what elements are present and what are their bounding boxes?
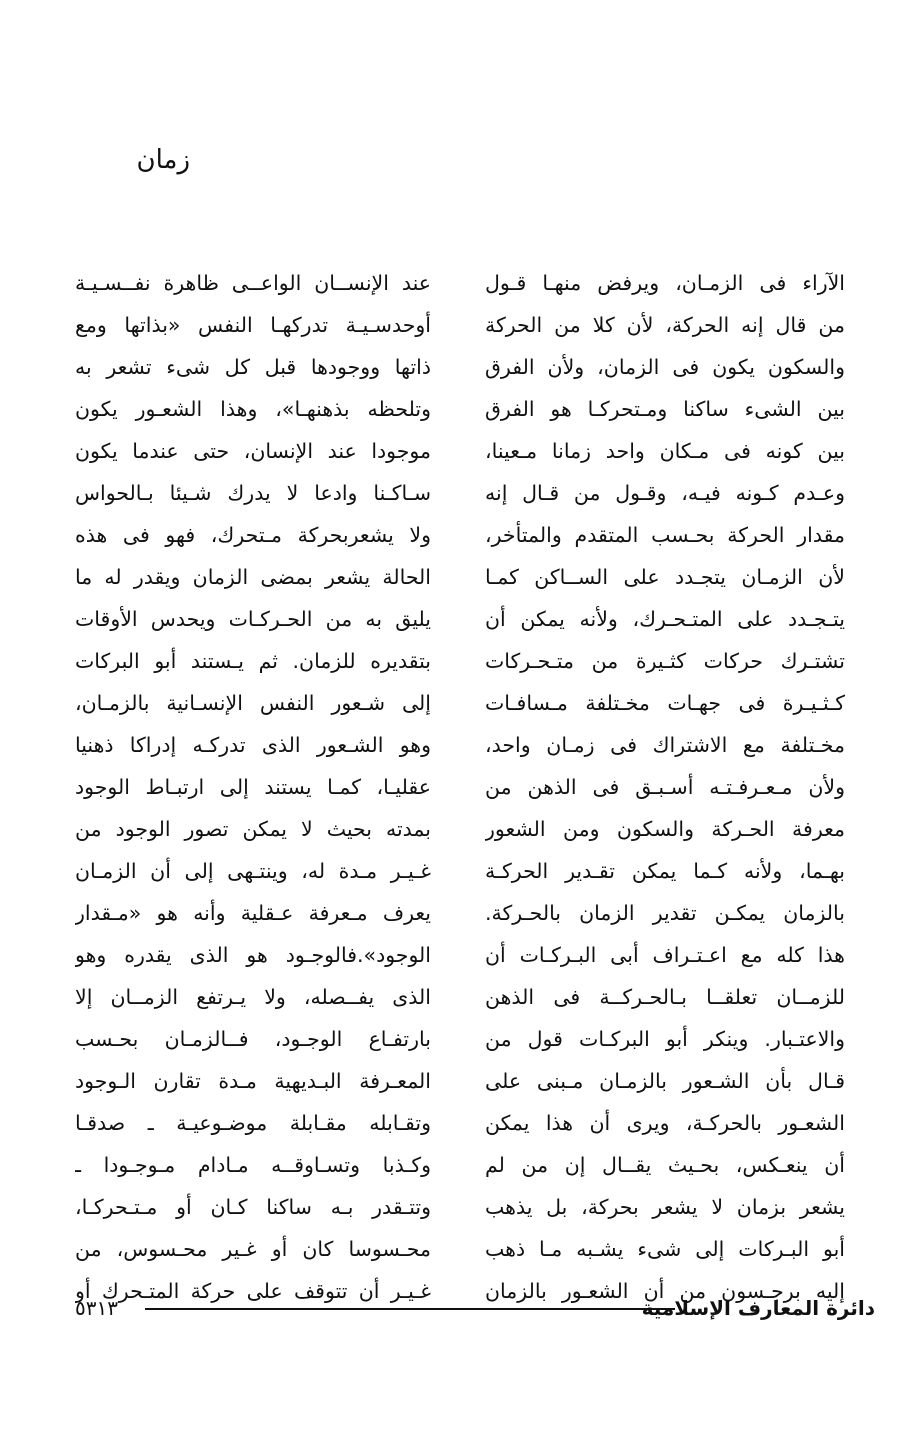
text-line: بين الشىء ساكنا ومـتحركـا هو الفرق <box>485 397 845 421</box>
text-line: ولأن مـعـرفـتـه أسـبـق فى الذهن من <box>485 775 845 799</box>
footer-publication-title: دائرة المعارف الإسلامية <box>641 1296 875 1320</box>
text-line: كـثـيـرة فى جهـات مخـتلفة مـسافـات <box>485 691 845 715</box>
text-line: عند الإنســان الواعــى ظاهرة نفــسـيـة <box>75 271 431 295</box>
text-line: وتتـقدر بـه ساكنا كـان أو مـتـحركـا، <box>75 1195 431 1219</box>
text-line: من قال إنه الحركة، لأن كلا من الحركة <box>485 313 845 337</box>
text-line: يتـجـدد على المتـحـرك، ولأنه يمكن أن <box>485 607 845 631</box>
text-line: عقليـا، كمـا يستند إلى ارتبـاط الوجود <box>75 775 431 799</box>
text-line: معرفة الحـركة والسكون ومن الشعور <box>485 817 845 841</box>
text-line: لأن الزمـان يتجـدد على الســاكن كمـا <box>485 565 845 589</box>
text-line: تشتـرك حركات كثـيرة من متـحـركات <box>485 649 845 673</box>
text-line: وكـذبا وتسـاوقــه مـادام مـوجـودا ـ <box>75 1153 431 1177</box>
text-line: سـاكـنا وادعا لا يدرك شـيئا بـالحواس <box>75 481 431 505</box>
text-line: ولا يشعربحركة مـتحرك، فهو فى هذه <box>75 523 431 547</box>
text-line: بتقديره للزمان. ثم يـستند أبو البركات <box>75 649 431 673</box>
text-line: والاعتـبار. وينكر أبو البركـات قول من <box>485 1027 845 1051</box>
text-line: غـيـر أن تتوقف على حركة المتـحرك أو <box>75 1279 431 1303</box>
text-column-left <box>75 262 431 1312</box>
text-line: وعـدم كـونه فيـه، وقـول من قـال إنه <box>485 481 845 505</box>
text-line: قـال بأن الشـعور بالزمـان مـبنى على <box>485 1069 845 1093</box>
text-line: هذا كله مع اعـتـراف أبى البـركـات أن <box>485 943 845 967</box>
text-line: بين كونه فى مـكان واحد زمانا مـعينا، <box>485 439 845 463</box>
text-line: مقدار الحركة بحـسب المتقدم والمتأخر، <box>485 523 845 547</box>
text-line: بهـما، ولأنه كـما يمكن تقـدير الحركـة <box>485 859 845 883</box>
text-line: غـيـر مـدة له، وينتـهى إلى أن الزمـان <box>75 859 431 883</box>
text-line: أن ينعـكس، بحـيث يقــال إن من لم <box>485 1153 845 1177</box>
text-line: بمدته بحيث لا يمكن تصور الوجود من <box>75 817 431 841</box>
text-line: ذاتها ووجودها قبل كل شىء تشعر به <box>75 355 431 379</box>
text-line: أبو البـركات إلى شىء يشـبه مـا ذهب <box>485 1237 845 1261</box>
text-line: الحالة يشعر بمضى الزمان ويقدر له ما <box>75 565 431 589</box>
text-line: وهو الشـعور الذى تدركـه إدراكا ذهنيا <box>75 733 431 757</box>
text-line: مخـتلفة مع الاشتراك فى زمـان واحد، <box>485 733 845 757</box>
page-header-title: زمان <box>136 145 190 175</box>
text-line: وتقـابله مقـابلة موضـوعيـة ـ صدقـا <box>75 1111 431 1135</box>
page-number: ٥٣١٣ <box>75 1296 118 1320</box>
text-line: للزمــان تعلقــا بـالحـركــة فى الذهن <box>485 985 845 1009</box>
text-line: الآراء فى الزمـان، ويرفض منهـا قـول <box>485 271 845 295</box>
text-column-right <box>485 262 845 1312</box>
text-line: بارتفـاع الوجـود، فــالزمـان بحـسب <box>75 1027 431 1051</box>
text-line: يليق به من الحـركـات ويحدس الأوقات <box>75 607 431 631</box>
text-line: يشعر بزمان لا يشعر بحركة، بل يذهب <box>485 1195 845 1219</box>
text-line: بالزمان يمكـن تقدير الزمان بالحـركة. <box>485 901 845 925</box>
text-line: وتلحظه بذهنهـا»، وهذا الشعـور يكون <box>75 397 431 421</box>
text-line: الوجود».فالوجـود هو الذى يقدره وهو <box>75 943 431 967</box>
text-line: الذى يفــصله، ولا يـرتفع الزمــان إلا <box>75 985 431 1009</box>
page-footer <box>75 1290 875 1326</box>
text-line: والسكون يكون فى الزمان، ولأن الفرق <box>485 355 845 379</box>
footer-divider <box>145 1308 675 1310</box>
text-line: المعـرفة البـديهية مـدة تقارن الـوجود <box>75 1069 431 1093</box>
text-line: يعرف مـعرفة عـقلية وأنه هو «مـقدار <box>75 901 431 925</box>
text-line: إلى شـعور النفس الإنسـانية بالزمـان، <box>75 691 431 715</box>
text-line: أوحدسـيـة تدركهـا النفس «بذاتها ومع <box>75 313 431 337</box>
text-line: إليه برجـسون من أن الشعـور بالزمان <box>485 1279 845 1303</box>
text-line: محـسوسا كان أو غـير محـسوس، من <box>75 1237 431 1261</box>
text-line: الشعـور بالحركـة، ويرى أن هذا يمكن <box>485 1111 845 1135</box>
text-line: موجودا عند الإنسان، حتى عندما يكون <box>75 439 431 463</box>
